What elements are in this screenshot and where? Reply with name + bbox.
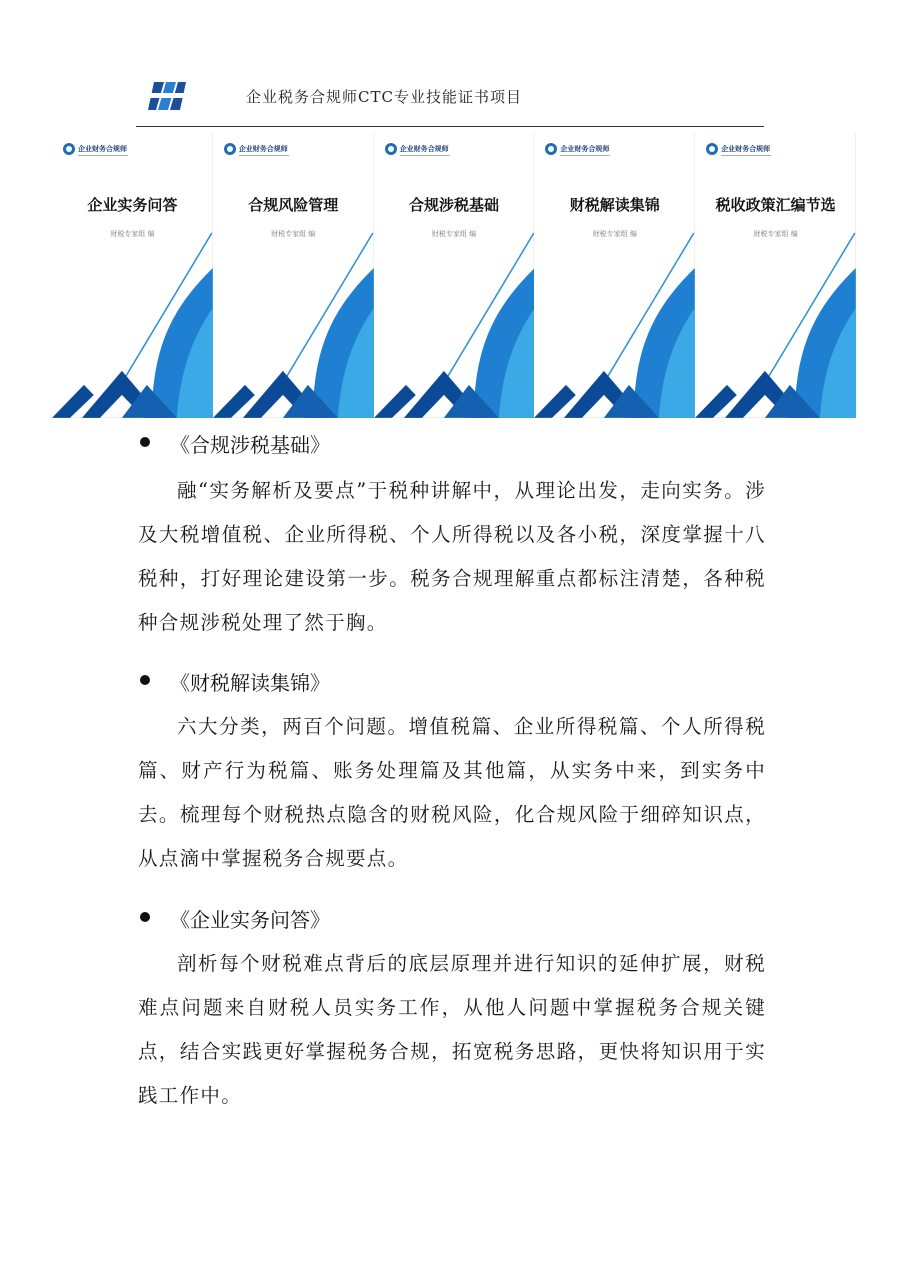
cover-mountain-art (534, 133, 695, 418)
section-body: 融“实务解析及要点”于税种讲解中，从理论出发，走向实务。涉及大税增值税、企业所得税、个人所得税以及各小税，深度掌握十八税种，打好理论建设第一步。税务合规理解重点都标注清楚，各种税种合规涉税处理了然于胸。 (138, 479, 766, 634)
cover-brand-text: 企业财务合规师 (560, 145, 610, 153)
cover-editor: 财税专家组 编 (753, 230, 798, 238)
cover-brand-text: 企业财务合规师 (238, 145, 288, 153)
cover-editor: 财税专家组 编 (592, 230, 637, 238)
cover-editor: 财税专家组 编 (271, 230, 316, 238)
section-heading: 《企业实务问答》 (170, 908, 330, 932)
cover-title: 合规风险管理 (248, 196, 339, 214)
book-cover (695, 133, 856, 418)
bullet-icon (140, 437, 150, 447)
header-title: 企业税务合规师CTC专业技能证书项目 (246, 88, 522, 106)
header-divider (136, 126, 764, 127)
cover-mountain-art (695, 133, 856, 418)
cover-brand-text: 企业财务合规师 (78, 145, 127, 153)
cover-mountain-art (52, 133, 213, 418)
section-heading: 《财税解读集锦》 (170, 671, 330, 695)
book-cover (213, 133, 374, 418)
section-body: 剖析每个财税难点背后的底层原理并进行知识的延伸扩展，财税难点问题来自财税人员实务工作，从他人问题中掌握税务合规关键点，结合实践更好掌握税务合规，拓宽税务思路，更快将知识用于实践工作中。 (138, 952, 766, 1107)
cover-title: 合规涉税基础 (408, 196, 499, 214)
cover-title: 税收政策汇编节选 (715, 196, 836, 214)
book-cover (374, 133, 535, 418)
cover-mountain-art (374, 133, 535, 418)
cover-editor: 财税专家组 编 (110, 230, 155, 238)
section-heading: 《合规涉税基础》 (170, 433, 330, 457)
cover-mountain-art (213, 133, 374, 418)
page-header (0, 0, 900, 130)
cover-brand-text: 企业财务合规师 (721, 145, 771, 153)
cover-brand-text: 企业财务合规师 (399, 145, 449, 153)
cover-title: 财税解读集锦 (569, 196, 660, 214)
book-cover (534, 133, 695, 418)
cover-editor: 财税专家组 编 (431, 230, 477, 238)
book-covers-strip (52, 133, 856, 418)
bullet-icon (140, 912, 150, 922)
book-cover (52, 133, 213, 418)
cover-title: 企业实务问答 (87, 196, 178, 214)
bullet-icon (140, 675, 150, 685)
section-body: 六大分类，两百个问题。增值税篇、企业所得税篇、个人所得税篇、财产行为税篇、账务处理篇及其他篇，从实务中来，到实务中去。梳理每个财税热点隐含的财税风险，化合规风险于细碎知识点，从点滴中掌握税务合规要点。 (138, 715, 766, 870)
logo-icon (148, 80, 186, 112)
